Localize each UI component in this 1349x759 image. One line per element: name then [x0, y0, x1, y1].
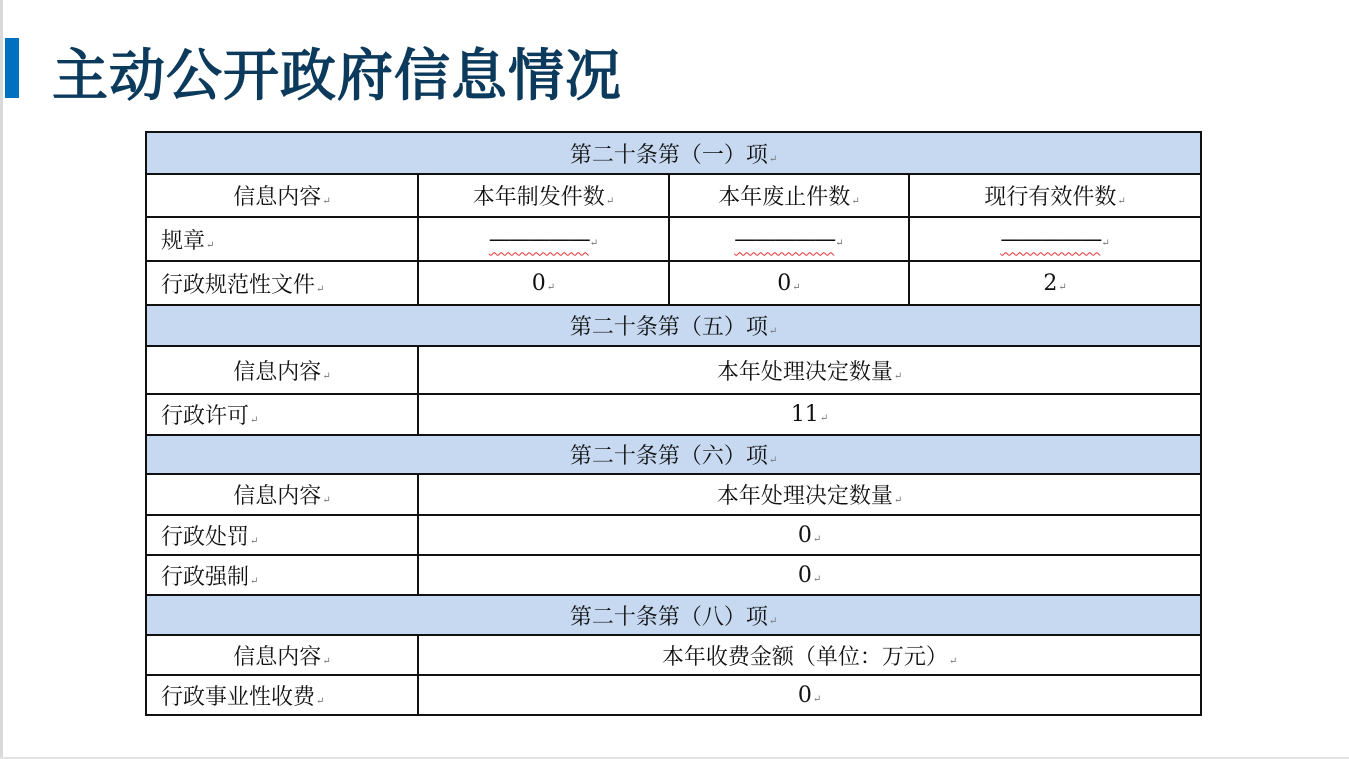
table-cell	[418, 515, 1201, 555]
table-cell	[418, 261, 669, 305]
return-mark-icon: ↵	[250, 535, 259, 547]
return-mark-icon: ↵	[250, 575, 259, 587]
cell-text: 第二十条第（五）项	[569, 315, 768, 340]
table-cell	[146, 261, 418, 305]
cell-text: 0	[531, 270, 546, 296]
return-mark-icon: ↵	[812, 533, 822, 545]
table-cell	[418, 474, 1201, 515]
return-mark-icon: ↵	[1101, 237, 1110, 249]
cell-text: 信息内容	[233, 644, 322, 670]
cell-text: 第二十条第（八）项	[569, 604, 768, 630]
section-heading-row	[146, 595, 1201, 635]
return-mark-icon: ↵	[768, 615, 778, 627]
table-cell	[146, 435, 1201, 474]
table-cell	[146, 132, 1201, 174]
cell-text: —————	[734, 226, 835, 252]
table-cell	[146, 174, 418, 217]
cell-text: 信息内容	[233, 359, 322, 385]
cell-text: 规章	[161, 228, 206, 254]
page-title: 主动公开政府信息情况	[52, 44, 622, 109]
header-row	[146, 346, 1201, 394]
cell-text: 本年处理决定数量	[716, 484, 893, 509]
cell-text: 信息内容	[233, 185, 322, 210]
return-mark-icon: ↵	[893, 495, 903, 506]
return-mark-icon: ↵	[322, 370, 331, 382]
table-row	[146, 515, 1201, 555]
table-row	[146, 675, 1201, 715]
table-cell	[418, 635, 1201, 675]
return-mark-icon: ↵	[819, 413, 829, 424]
table-cell	[418, 394, 1201, 435]
cell-text: 0	[797, 522, 812, 548]
cell-text: 本年处理决定数量	[716, 359, 893, 385]
section-heading-row	[146, 132, 1201, 174]
section-heading-row	[146, 305, 1201, 346]
section-heading-row	[146, 435, 1201, 474]
cell-text: 行政强制	[161, 564, 250, 590]
cell-text: —————	[488, 226, 589, 252]
table-cell	[146, 305, 1201, 346]
disclosure-table	[145, 131, 1202, 716]
cell-text: 本年制发件数	[472, 185, 605, 210]
table-row	[146, 261, 1201, 305]
return-mark-icon: ↵	[948, 655, 958, 667]
return-mark-icon: ↵	[589, 237, 599, 249]
table-cell	[146, 474, 418, 515]
table-cell	[146, 515, 418, 555]
return-mark-icon: ↵	[322, 495, 331, 506]
return-mark-icon: ↵	[851, 196, 860, 207]
return-mark-icon: ↵	[316, 695, 325, 707]
cell-text: 11	[790, 402, 819, 427]
return-mark-icon: ↵	[250, 415, 259, 426]
table-cell	[418, 555, 1201, 595]
cell-text: 0	[777, 270, 792, 296]
left-edge	[0, 0, 3, 759]
table-cell	[418, 217, 669, 261]
table-row	[146, 217, 1201, 261]
return-mark-icon: ↵	[605, 196, 615, 207]
title-accent-bar	[5, 38, 19, 98]
table-cell	[669, 174, 909, 217]
table-cell	[418, 675, 1201, 715]
table-cell	[909, 174, 1201, 217]
return-mark-icon: ↵	[206, 239, 215, 251]
return-mark-icon: ↵	[768, 455, 778, 466]
table-row	[146, 555, 1201, 595]
return-mark-icon: ↵	[835, 237, 844, 249]
cell-text: 0	[797, 682, 812, 708]
table-cell	[669, 261, 909, 305]
return-mark-icon: ↵	[768, 326, 778, 337]
return-mark-icon: ↵	[316, 283, 325, 295]
header-row	[146, 474, 1201, 515]
table-cell	[909, 217, 1201, 261]
table-cell	[418, 174, 669, 217]
cell-text: 行政许可	[161, 404, 250, 429]
table-cell	[418, 346, 1201, 394]
cell-text: 行政规范性文件	[161, 272, 316, 298]
table-cell	[146, 394, 418, 435]
cell-text: 行政处罚	[161, 524, 250, 550]
cell-text: 第二十条第（一）项	[569, 142, 768, 168]
return-mark-icon: ↵	[322, 655, 331, 667]
cell-text: 本年收费金额（单位：万元）	[661, 644, 948, 670]
return-mark-icon: ↵	[792, 281, 801, 293]
cell-text: 2	[1043, 270, 1058, 296]
return-mark-icon: ↵	[1058, 281, 1067, 293]
return-mark-icon: ↵	[812, 573, 822, 585]
cell-text: 现行有效件数	[984, 185, 1117, 210]
table-cell	[669, 217, 909, 261]
header-row	[146, 174, 1201, 217]
return-mark-icon: ↵	[812, 693, 822, 705]
return-mark-icon: ↵	[322, 196, 331, 207]
return-mark-icon: ↵	[768, 153, 778, 165]
table-cell	[146, 346, 418, 394]
cell-text: 本年废止件数	[718, 185, 851, 210]
table-cell	[909, 261, 1201, 305]
table-cell	[146, 555, 418, 595]
return-mark-icon: ↵	[893, 370, 903, 382]
table-cell	[146, 675, 418, 715]
cell-text: —————	[1000, 226, 1101, 252]
return-mark-icon: ↵	[1117, 196, 1126, 207]
table-cell	[146, 217, 418, 261]
cell-text: 信息内容	[233, 484, 322, 509]
table-row	[146, 394, 1201, 435]
table-cell	[146, 635, 418, 675]
cell-text: 行政事业性收费	[161, 684, 316, 710]
cell-text: 0	[797, 562, 812, 588]
return-mark-icon: ↵	[546, 281, 556, 293]
header-row	[146, 635, 1201, 675]
table-cell	[146, 595, 1201, 635]
cell-text: 第二十条第（六）项	[569, 444, 768, 469]
